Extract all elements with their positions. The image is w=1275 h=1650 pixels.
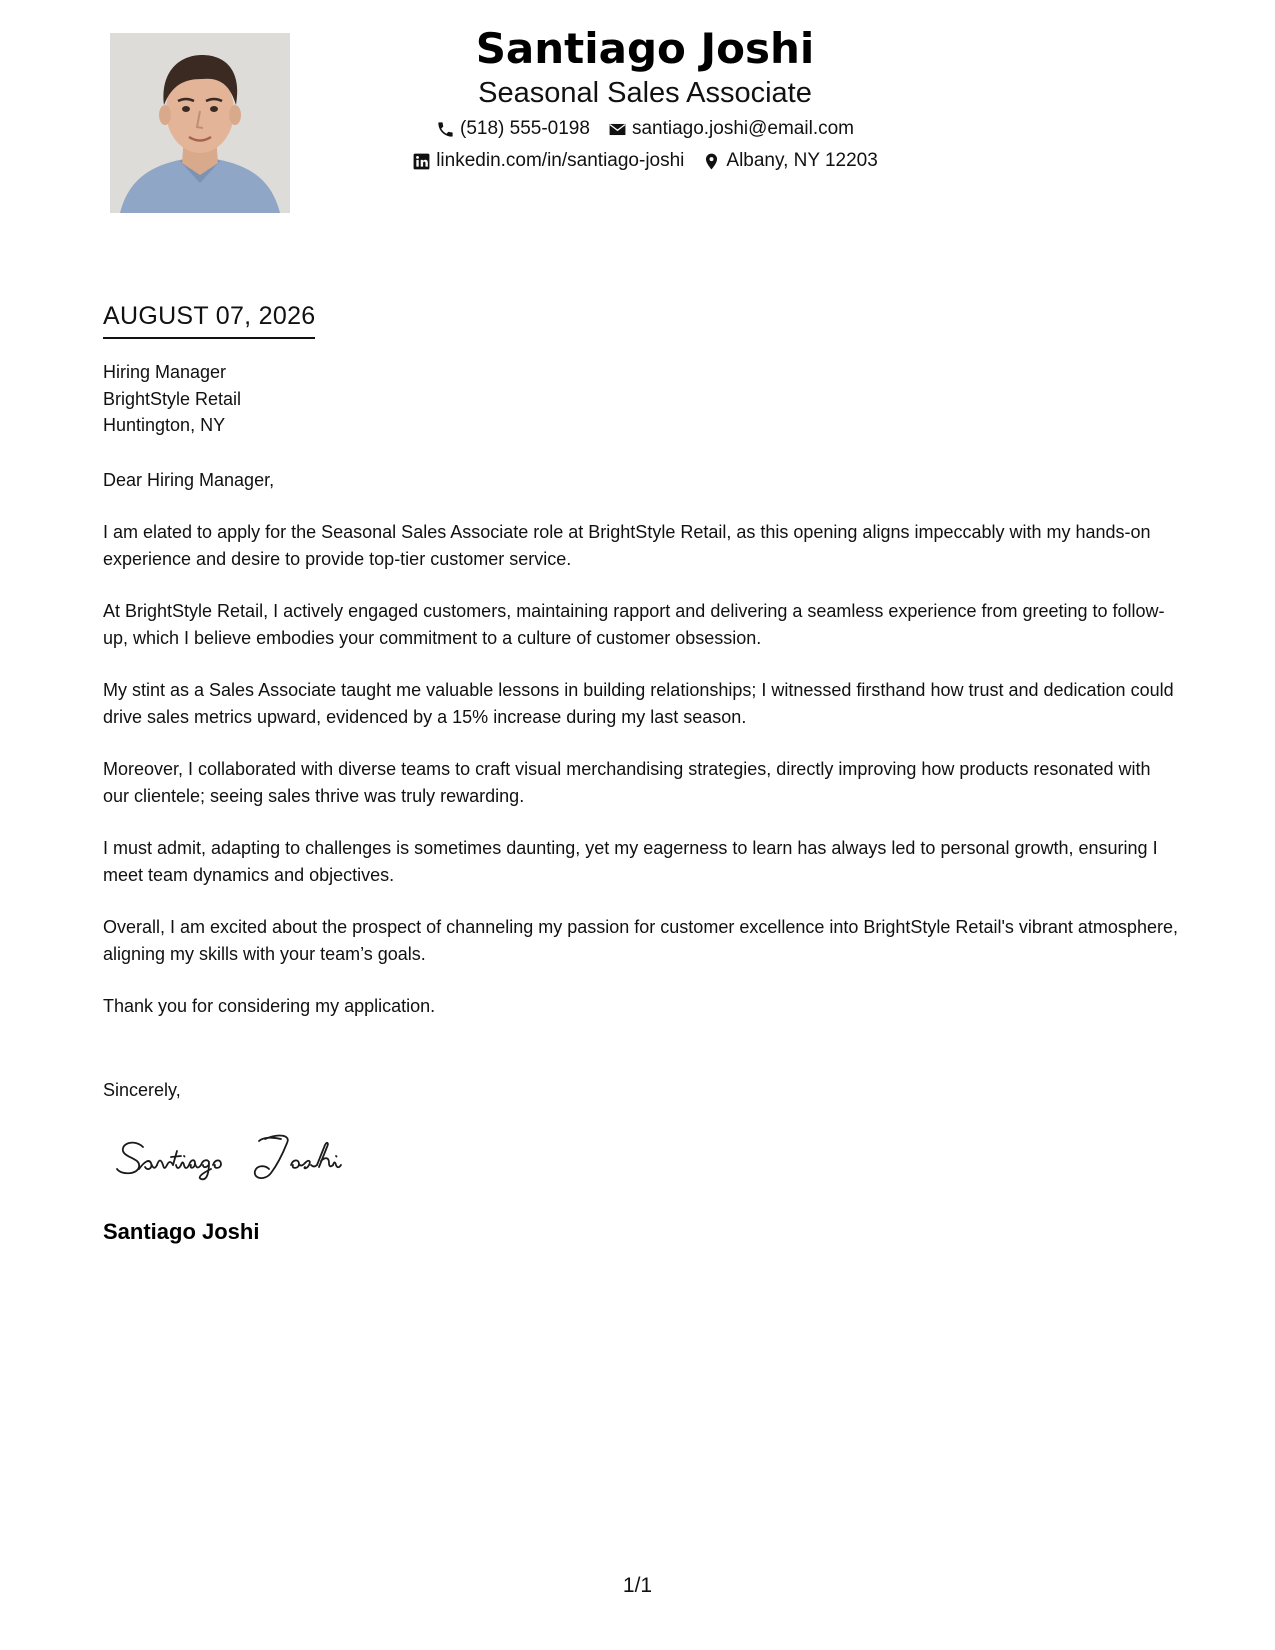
linkedin-icon xyxy=(412,152,431,171)
closing: Sincerely, xyxy=(103,1080,181,1100)
paragraph: Thank you for considering my application. xyxy=(103,996,436,1016)
paragraph: At BrightStyle Retail, I actively engaged customers, maintaining rapport and delivering a seamless experience from greeting to follow-up, which I believe embodies your commitment to a culture of customer obsession. xyxy=(103,601,1165,648)
contact-row-1 xyxy=(330,113,960,145)
envelope-icon xyxy=(608,120,627,139)
salutation: Dear Hiring Manager, xyxy=(103,469,275,490)
applicant-name: Santiago Joshi xyxy=(475,24,815,73)
email-contact[interactable] xyxy=(608,113,854,145)
page-number: 1/1 xyxy=(622,1574,653,1597)
paragraph: I must admit, adapting to challenges is sometimes daunting, yet my eagerness to learn has always led to personal growth, ensuring I meet team dynamics and objectives. xyxy=(103,838,1158,885)
phone-icon xyxy=(436,120,455,139)
paragraph: I am elated to apply for the Seasonal Sales Associate role at BrightStyle Retail, as this opening aligns impeccably with my hands-on experience and desire to provide top-tier customer service. xyxy=(103,522,1151,569)
handwritten-signature xyxy=(115,1125,375,1185)
phone-text: (518) 555-0198 xyxy=(460,118,590,139)
job-title: Seasonal Sales Associate xyxy=(478,77,812,109)
recipient-line: Huntington, NY xyxy=(103,415,226,435)
recipient-line: BrightStyle Retail xyxy=(103,388,242,409)
phone-contact[interactable] xyxy=(436,113,590,145)
body-paragraphs xyxy=(103,519,1178,1020)
location-text: Albany, NY 12203 xyxy=(726,150,878,171)
signer-name: Santiago Joshi xyxy=(103,1219,260,1244)
linkedin-text: linkedin.com/in/santiago-joshi xyxy=(436,150,685,171)
location-contact xyxy=(702,145,877,177)
letter-date: AUGUST 07, 2026 xyxy=(103,299,315,339)
map-pin-icon xyxy=(702,152,721,171)
contact-row-2 xyxy=(330,145,960,177)
paragraph: My stint as a Sales Associate taught me valuable lessons in building relationships; I witnessed firsthand how trust and dedication could drive sales metrics upward, evidenced by a 15% increase during my last season. xyxy=(103,680,1174,727)
recipient-line: Hiring Manager xyxy=(103,362,227,382)
paragraph: Moreover, I collaborated with diverse teams to craft visual merchandising strategies, directly improving how products resonated with our clientele; seeing sales thrive was truly rewarding. xyxy=(103,759,1151,806)
recipient-block xyxy=(103,359,1178,439)
linkedin-contact[interactable] xyxy=(412,145,684,177)
profile-photo xyxy=(110,33,290,213)
letter-body xyxy=(103,359,1178,1046)
email-text: santiago.joshi@email.com xyxy=(631,118,854,139)
resume-header xyxy=(330,22,960,177)
paragraph: Overall, I am excited about the prospect of channeling my passion for customer excellence into BrightStyle Retail's vibrant atmosphere, aligning my skills with your team’s goals. xyxy=(103,917,1178,964)
